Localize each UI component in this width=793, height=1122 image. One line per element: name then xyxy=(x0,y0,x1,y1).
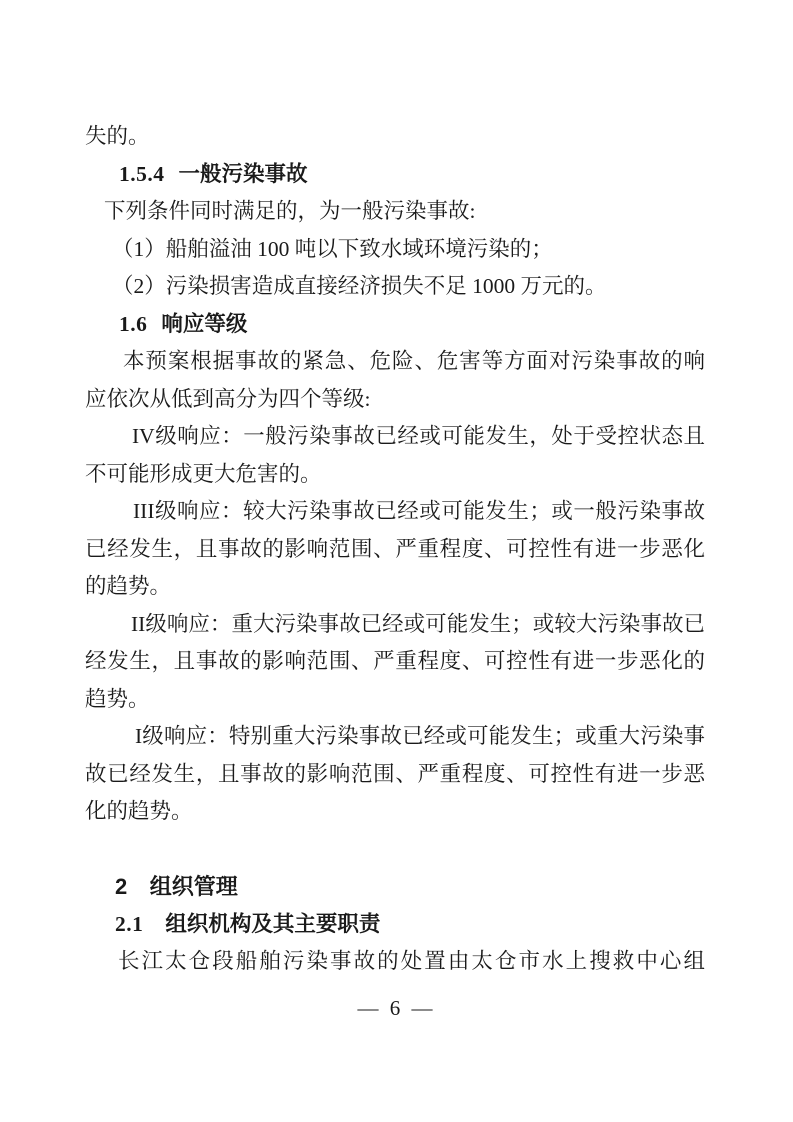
doc-line-item-2: （2）污染损害造成直接经济损失不足 1000 万元的。 xyxy=(112,274,607,298)
heading-number: 2 xyxy=(115,874,128,899)
heading-title: 组织管理 xyxy=(149,874,238,899)
doc-line-level-2: II级响应：重大污染事故已经或可能发生；或较大污染事故已 xyxy=(131,611,705,636)
doc-line: 长江太仓段船舶污染事故的处置由太仓市水上搜救中心组 xyxy=(118,949,705,973)
doc-line-level-4: IV级响应：一般污染事故已经或可能发生，处于受控状态且 xyxy=(132,424,705,448)
doc-line: 经发生，且事故的影响范围、严重程度、可控性有进一步恶化的 xyxy=(85,649,705,673)
doc-line: 应依次从低到高分为四个等级: xyxy=(85,386,371,411)
heading-2 xyxy=(85,868,705,906)
doc-line: 的趋势。 xyxy=(85,574,172,598)
doc-line-level-1: I级响应：特别重大污染事故已经或可能发生；或重大污染事 xyxy=(135,724,705,748)
heading-2-1 xyxy=(85,906,705,944)
heading-number: 1.6 xyxy=(119,311,148,336)
doc-line: 下列条件同时满足的，为一般污染事故: xyxy=(104,199,476,223)
page-number: — 6 — xyxy=(357,996,436,1020)
heading-title: 组织机构及其主要职责 xyxy=(165,911,381,936)
heading-1-5-4 xyxy=(85,156,705,194)
doc-line: 趋势。 xyxy=(85,686,150,711)
doc-line-continuation: 失的。 xyxy=(85,124,150,148)
doc-line: 不可能形成更大危害的。 xyxy=(85,461,322,486)
heading-number: 1.5.4 xyxy=(119,161,165,186)
doc-line-item-1: （1）船舶溢油 100 吨以下致水域环境污染的； xyxy=(112,236,553,261)
heading-number: 2.1 xyxy=(115,911,144,936)
doc-line-level-3: III级响应：较大污染事故已经或可能发生；或一般污染事故 xyxy=(133,499,705,523)
heading-1-6 xyxy=(85,306,705,344)
document-body xyxy=(85,118,705,981)
doc-line: 已经发生，且事故的影响范围、严重程度、可控性有进一步恶化 xyxy=(85,536,705,561)
doc-line: 本预案根据事故的紧急、危险、危害等方面对污染事故的响 xyxy=(123,349,705,373)
heading-title: 一般污染事故 xyxy=(178,161,308,186)
doc-line: 化的趋势。 xyxy=(85,799,193,823)
heading-title: 响应等级 xyxy=(161,311,248,336)
doc-line: 故已经发生，且事故的影响范围、严重程度、可控性有进一步恶 xyxy=(85,761,705,786)
